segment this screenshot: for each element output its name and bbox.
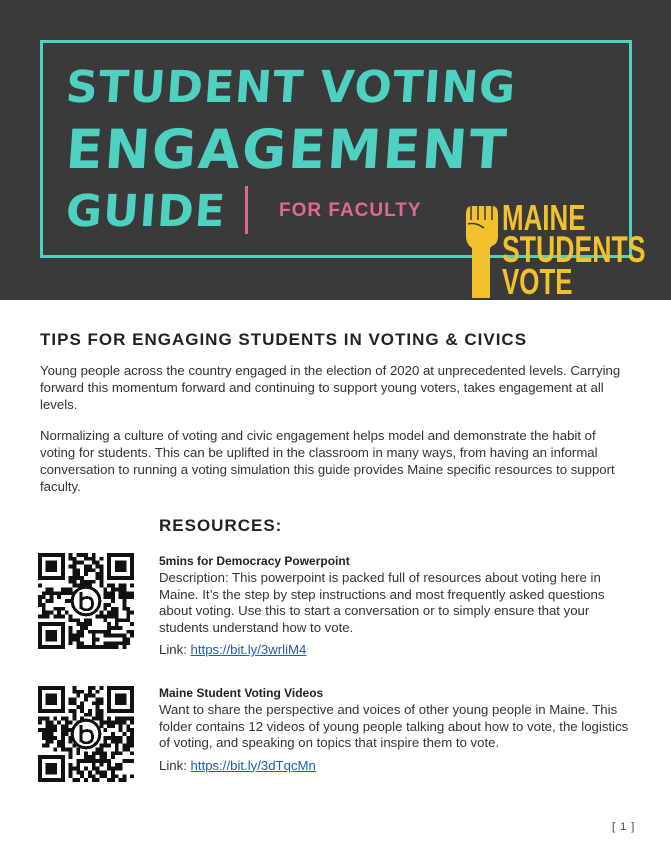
intro-paragraph-1: Young people across the country engaged in the election of 2020 at unprecedented levels. Carrying forward this momentum forward and continuing to support young voters, takes engagement at all levels. [40, 363, 621, 412]
logo-line-2: STUDENTS [502, 229, 646, 270]
resource-link[interactable]: https://bit.ly/3dTqcMn [190, 757, 316, 773]
section-title: TIPS FOR ENGAGING STUDENTS IN VOTING & CIVICS [40, 330, 528, 349]
title-line-3: GUIDE [64, 186, 228, 237]
resource-link-line [159, 758, 634, 773]
resource-link[interactable]: https://bit.ly/3wrliM4 [190, 642, 307, 657]
resource-item [159, 554, 634, 657]
audience-label: FOR FACULTY [279, 200, 422, 221]
resource-description: Description: This powerpoint is packed full of resources about voting here in Maine. It’s the step by step instructions and most frequently asked questions about voting. Use this to start a conversation or to simply ensure that your students understand how to vote. [159, 570, 605, 635]
resource-link-line [159, 642, 634, 657]
qr-code-icon [38, 686, 134, 782]
resource-title: Maine Student Voting Videos [159, 686, 324, 700]
intro-paragraph-2: Normalizing a culture of voting and civic engagement helps model and demonstrate the habit of voting for students. This can be uplifted in the classroom in many ways, from having an informal conversation to running a voting simulation this guide provides Maine specific resources to support faculty. [40, 428, 615, 494]
maine-students-vote-logo [462, 197, 646, 302]
page-number: [ 1 ] [612, 821, 636, 833]
link-label: Link: [159, 642, 191, 657]
raised-fist-icon [462, 202, 502, 298]
title-divider [245, 186, 248, 234]
title-line-1: STUDENT VOTING [64, 62, 518, 113]
resource-item [159, 686, 634, 773]
qr-code-icon [38, 553, 134, 649]
logo-line-3: VOTE [502, 261, 573, 302]
resource-title: 5mins for Democracy Powerpoint [159, 554, 350, 568]
logo-line-1: MAINE [502, 197, 586, 238]
title-line-2: ENGAGEMENT [63, 118, 511, 181]
resources-heading: RESOURCES: [159, 516, 283, 535]
link-label: Link: [159, 757, 191, 773]
resource-description: Want to share the perspective and voices of other young people in Maine. This folder contains 12 videos of young people talking about how to vote, the logistics of voting, and speaking on topics that inspire them to vote. [159, 702, 629, 750]
